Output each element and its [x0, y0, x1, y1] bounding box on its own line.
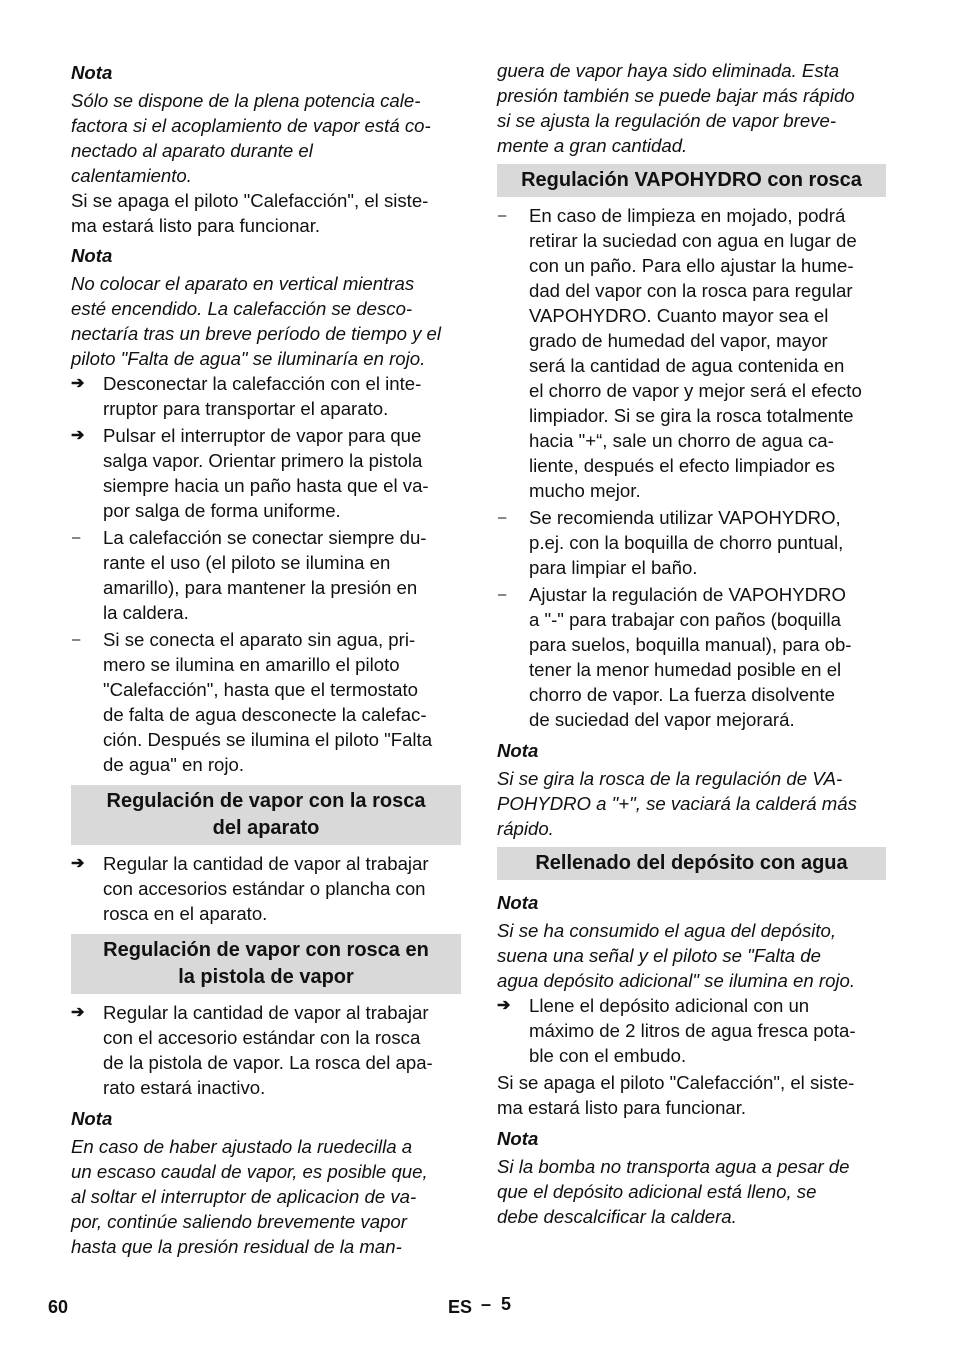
item-text: Se recomienda utilizar VAPOHYDRO, p.ej. con la boquilla de chorro puntual, para limpiar el baño. [529, 507, 844, 578]
dash-item [71, 627, 461, 777]
section-heading: Regulación VAPOHYDRO con rosca [497, 164, 886, 197]
arrow-item [497, 993, 886, 1068]
item-text: Regular la cantidad de vapor al trabajar con el accesorio estándar con la rosca de la pistola de vapor. La rosca del apa- rato estará inactivo. [103, 1002, 433, 1098]
right-column [497, 58, 886, 1229]
item-text: Pulsar el interruptor de vapor para que salga vapor. Orientar primero la pistola siempre hacia un paño hasta que el va- por salga de forma uniforme. [103, 425, 429, 521]
dash-marker: – [498, 207, 507, 224]
arrow-right-icon: ➔ [71, 855, 85, 872]
note-text: Si se gira la rosca de la regulación de VA- POHYDRO a "+", se vaciará la calderá más rápido. [497, 768, 857, 839]
note-title: Nota [71, 1108, 113, 1129]
note-title: Nota [71, 245, 113, 266]
note-text-continued: guera de vapor haya sido eliminada. Esta presión también se puede bajar más rápido si se ajusta la regulación de vapor breve- mente a gran cantidad. [497, 60, 855, 156]
dash-marker: – [72, 631, 81, 648]
dash-item [497, 582, 886, 732]
section-heading: Rellenado del depósito con agua [497, 847, 886, 880]
arrow-item [71, 851, 461, 926]
item-text: En caso de limpieza en mojado, podrá retirar la suciedad con agua en lugar de con un paño. Para ello ajustar la hume- dad del vapor con la rosca para regular VAPOHYDRO. Cuanto mayor sea el grado de humedad del vapor, mayor será la cantidad de agua contenida en el chorro de vapor y mejor será el efecto limpiador. Si se gira la rosca totalmente hacia "+“, sale un chorro de agua ca- liente, después el efecto limpiador es mucho mejor. [529, 205, 862, 501]
dash-marker: – [498, 509, 507, 526]
arrow-item [71, 371, 461, 421]
paragraph: Si se apaga el piloto "Calefacción", el siste- ma estará listo para funcionar. [71, 190, 429, 236]
note-title: Nota [497, 1128, 539, 1149]
dash-item [497, 505, 886, 580]
dash-item [71, 525, 461, 625]
note-text: En caso de haber ajustado la ruedecilla a un escaso caudal de vapor, es posible que, al soltar el interruptor de aplicacion de va- por, continúe saliendo brevemente vapor hasta que la presión residual de la man- [71, 1136, 428, 1257]
note-text: Si se ha consumido el agua del depósito, suena una señal y el piloto se "Falta de agua depósito adicional" se ilumina en rojo. [497, 920, 856, 991]
paragraph: Si se apaga el piloto "Calefacción", el siste- ma estará listo para funcionar. [497, 1072, 855, 1118]
note-text: Si la bomba no transporta agua a pesar de que el depósito adicional está lleno, se debe descalcificar la caldera. [497, 1156, 850, 1227]
arrow-right-icon: ➔ [71, 427, 85, 444]
arrow-right-icon: ➔ [497, 997, 511, 1014]
dash-marker: – [72, 529, 81, 546]
arrow-right-icon: ➔ [71, 375, 85, 392]
section-heading: Regulación de vapor con la rosca del aparato [71, 785, 461, 845]
item-text: Regular la cantidad de vapor al trabajar con accesorios estándar o plancha con rosca en el aparato. [103, 853, 429, 924]
note-title: Nota [497, 740, 539, 761]
footer-separator: – [481, 1294, 492, 1314]
item-text: Ajustar la regulación de VAPOHYDRO a "-" para trabajar con paños (boquilla para suelos, boquilla manual), para ob- tener la menor humedad posible en el chorro de vapor. La fuerza disolvente de suciedad del vapor mejorará. [529, 584, 852, 730]
note-text: No colocar el aparato en vertical mientras esté encendido. La calefacción se desco- nectaría tras un breve período de tiempo y el piloto "Falta de agua" se iluminaría en rojo. [71, 273, 442, 369]
dash-item [497, 203, 886, 503]
section-page-number: 5 [501, 1294, 512, 1314]
item-text: Llene el depósito adicional con un máximo de 2 litros de agua fresca pota- ble con el embudo. [529, 995, 856, 1066]
note-title: Nota [71, 62, 113, 83]
dash-marker: – [498, 586, 507, 603]
item-text: Desconectar la calefacción con el inte- rruptor para transportar el aparato. [103, 373, 422, 419]
page-number: 60 [48, 1297, 69, 1317]
section-heading: Regulación de vapor con rosca en la pistola de vapor [71, 934, 461, 994]
item-text: La calefacción se conectar siempre du- rante el uso (el piloto se ilumina en amarillo), para mantener la presión en la caldera. [103, 527, 427, 623]
arrow-right-icon: ➔ [71, 1004, 85, 1021]
item-text: Si se conecta el aparato sin agua, pri- mero se ilumina en amarillo el piloto "Calefacción", hasta que el termostato de falta de agua desconecte la calefac- ción. Después se ilumina el piloto "Falta de agua" en rojo. [103, 629, 433, 775]
arrow-item [71, 423, 461, 523]
arrow-item [71, 1000, 461, 1100]
note-text: Sólo se dispone de la plena potencia cale- factora si el acoplamiento de vapor está co- nectado al aparato durante el calentamiento. [71, 90, 431, 186]
language-code: ES [448, 1297, 473, 1317]
note-title: Nota [497, 892, 539, 913]
left-column [71, 60, 461, 1259]
